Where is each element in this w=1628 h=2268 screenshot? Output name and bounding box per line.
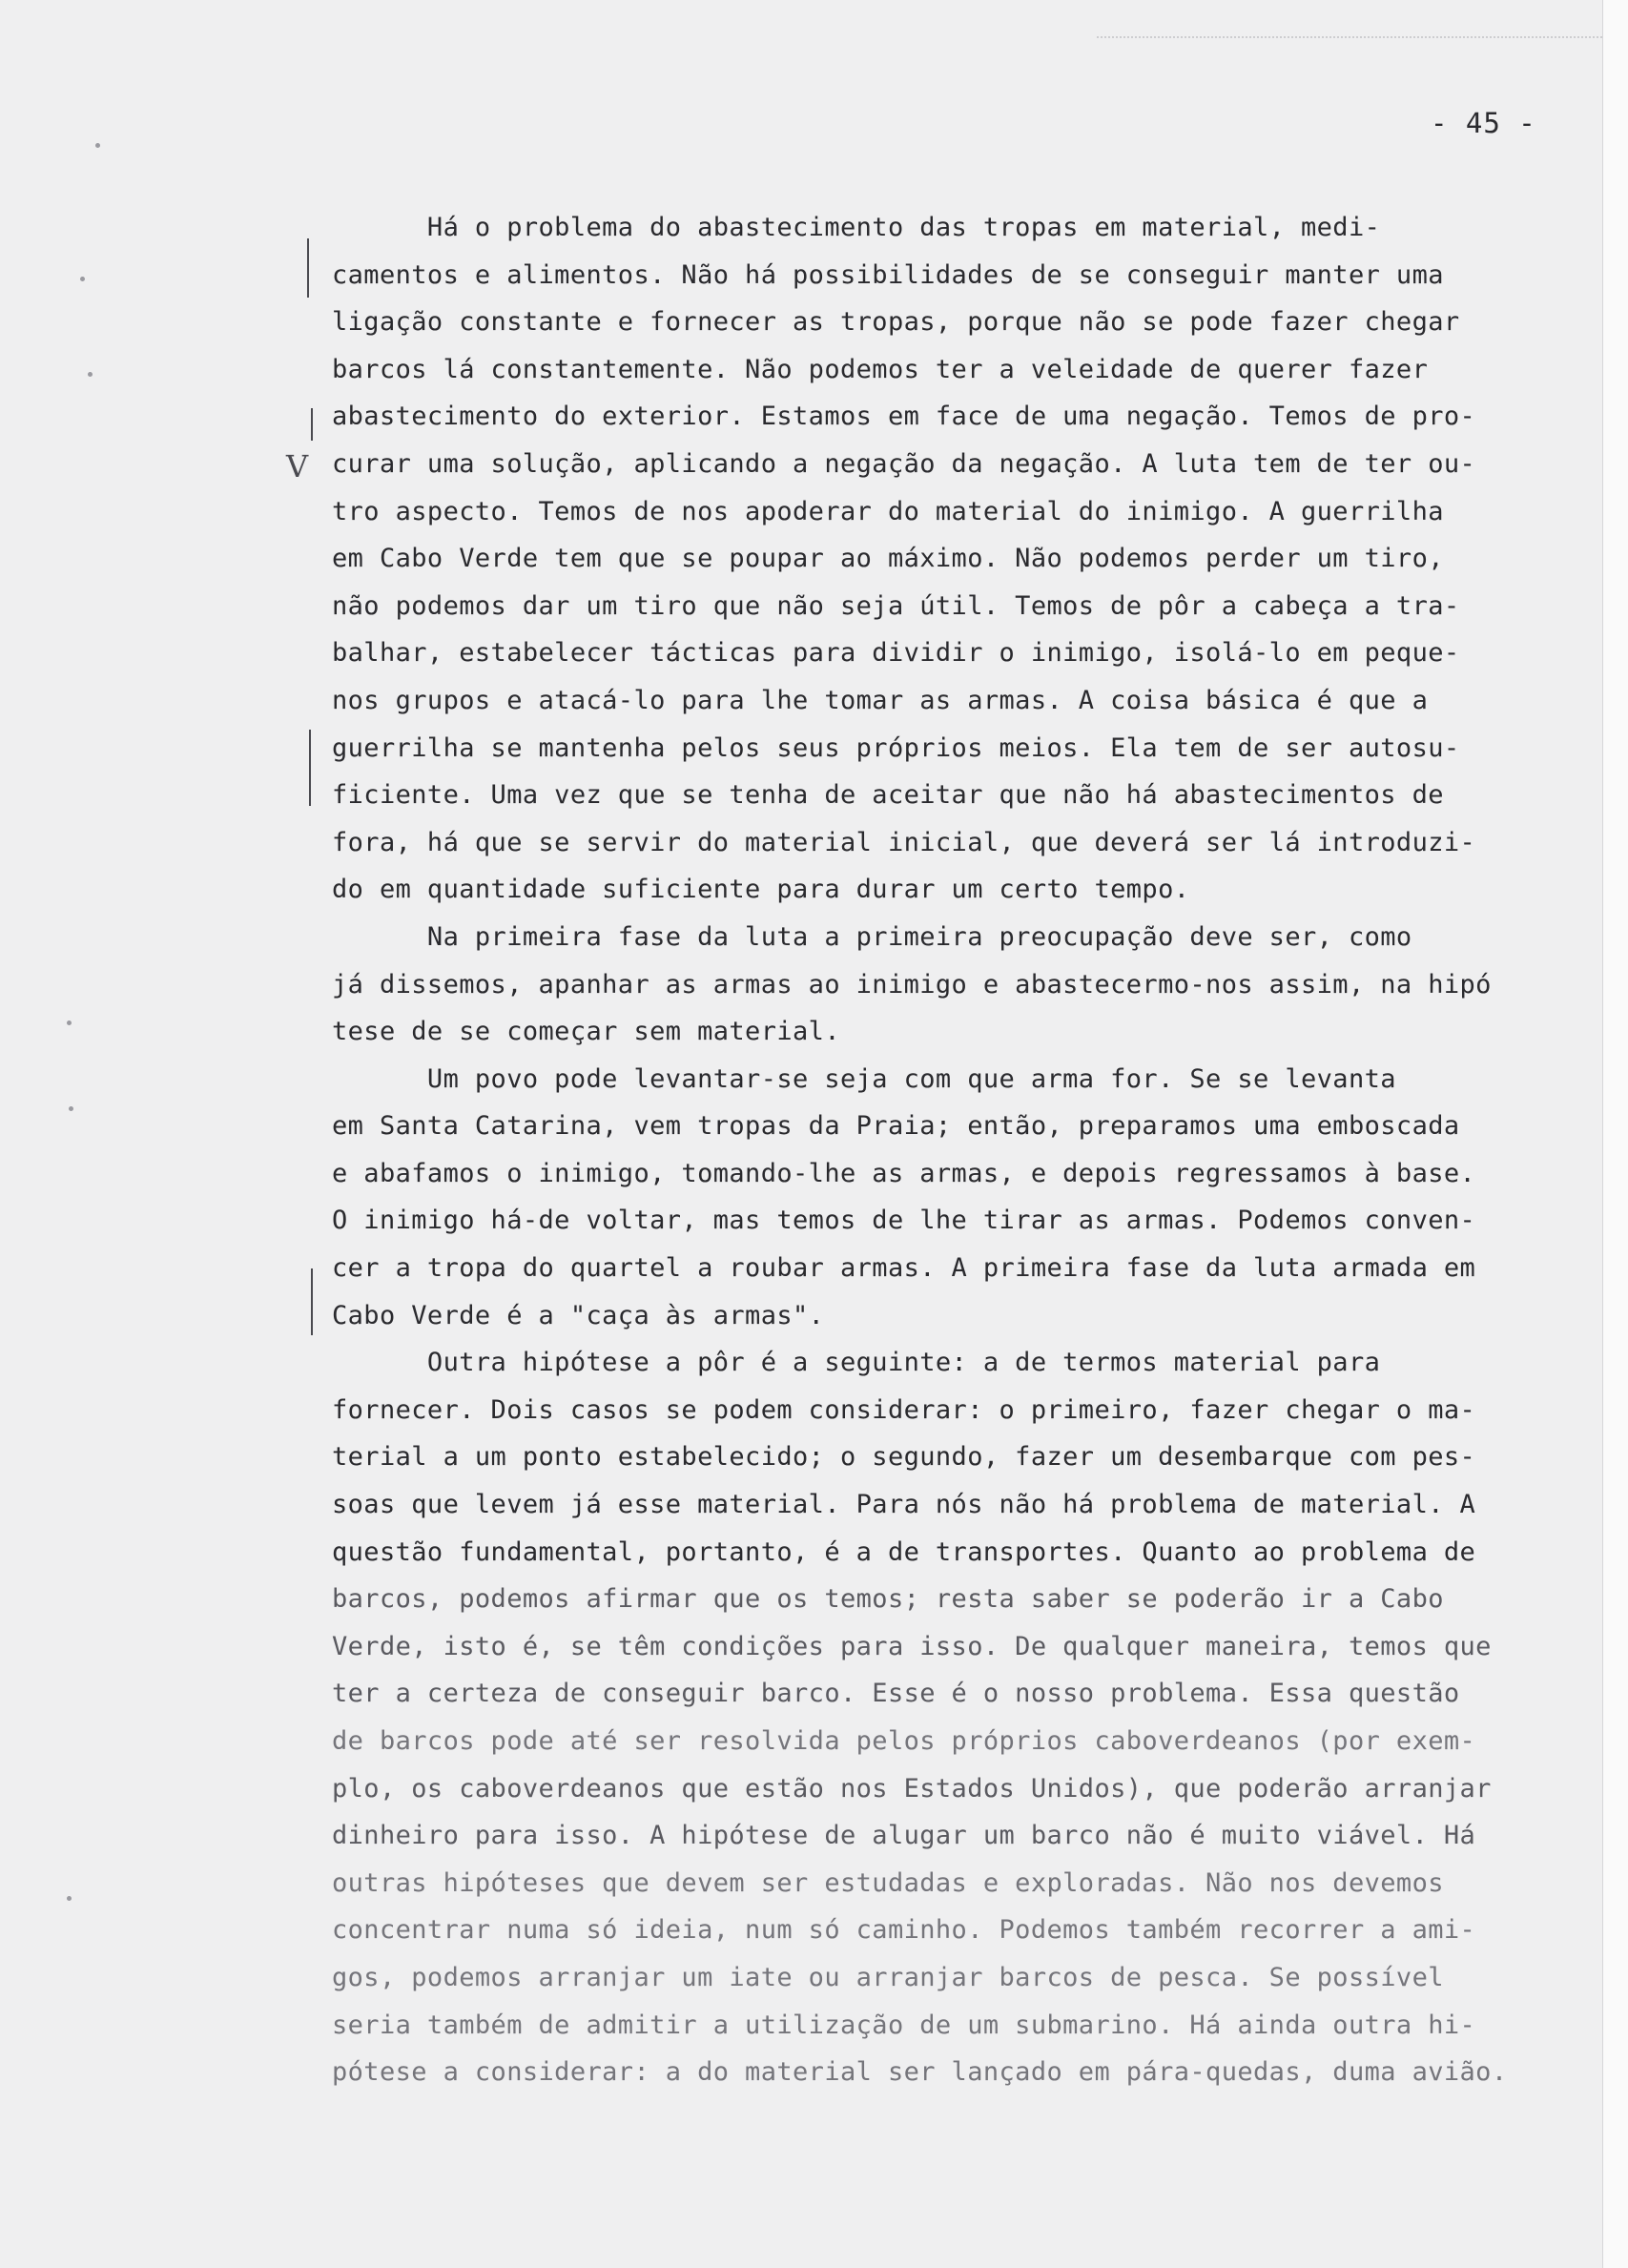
text-line: questão fundamental, portanto, é a de transportes. Quanto ao problema de — [332, 1536, 1476, 1567]
scan-dot — [80, 277, 85, 281]
text-line: fornecer. Dois casos se podem considerar: o primeiro, fazer chegar o ma- — [332, 1394, 1476, 1425]
text-line: e abafamos o inimigo, tomando-lhe as armas, e depois regressamos à base. — [332, 1158, 1476, 1188]
scan-dot — [69, 1106, 73, 1111]
text-line: soas que levem já esse material. Para nós não há problema de material. A — [332, 1490, 1476, 1520]
text-line: tese de se começar sem material. — [332, 1017, 840, 1047]
text-line: ligação constante e fornecer as tropas, porque não se pode fazer chegar — [332, 307, 1460, 338]
margin-mark — [309, 730, 311, 806]
paper-right-edge — [1602, 0, 1628, 2268]
page-number: - 45 - — [1431, 107, 1536, 139]
text-line: Verde, isto é, se têm condições para isso. De qualquer maneira, temos que — [332, 1631, 1492, 1661]
text-line: concentrar numa só ideia, num só caminho. Podemos também recorrer a ami- — [332, 1915, 1476, 1946]
body-text — [332, 204, 1591, 2096]
text-line: curar uma solução, aplicando a negação da negação. A luta tem de ter ou- — [332, 448, 1476, 479]
text-line: do em quantidade suficiente para durar um certo tempo. — [332, 875, 1190, 905]
text-line: ficiente. Uma vez que se tenha de aceitar que não há abastecimentos de — [332, 780, 1444, 811]
scan-dot — [67, 1896, 72, 1901]
text-line: Outra hipótese a pôr é a seguinte: a de termos material para — [332, 1348, 1381, 1378]
paragraph — [332, 1056, 1591, 1340]
margin-mark — [307, 238, 309, 298]
margin-mark — [311, 1268, 313, 1335]
margin-check-mark: V — [286, 448, 309, 485]
text-line: camentos e alimentos. Não há possibilidades de se conseguir manter uma — [332, 259, 1444, 290]
paragraph — [332, 914, 1591, 1056]
paragraph — [332, 1339, 1591, 2096]
text-line: não podemos dar um tiro que não seja útil. Temos de pôr a cabeça a tra- — [332, 590, 1460, 621]
paper-top-edge — [1097, 0, 1602, 38]
text-line: Um povo pode levantar-se seja com que arma for. Se se levanta — [332, 1063, 1396, 1094]
scan-dot — [67, 1021, 72, 1025]
scan-dot — [88, 372, 93, 377]
text-line: de barcos pode até ser resolvida pelos próprios caboverdeanos (por exem- — [332, 1726, 1476, 1756]
text-line: seria também de admitir a utilização de um submarino. Há ainda outra hi- — [332, 2010, 1476, 2040]
text-line: cer a tropa do quartel a roubar armas. A primeira fase da luta armada em — [332, 1253, 1476, 1284]
scan-dot — [95, 143, 100, 148]
text-line: barcos, podemos afirmar que os temos; resta saber se poderão ir a Cabo — [332, 1584, 1444, 1615]
text-line: em Santa Catarina, vem tropas da Praia; então, preparamos uma emboscada — [332, 1111, 1460, 1142]
text-line: barcos lá constantemente. Não podemos ter a veleidade de querer fazer — [332, 354, 1429, 384]
text-line: nos grupos e atacá-lo para lhe tomar as armas. A coisa básica é que a — [332, 685, 1429, 715]
text-line: pótese a considerar: a do material ser lançado em pára-quedas, duma avião. — [332, 2057, 1508, 2088]
text-line: plo, os caboverdeanos que estão nos Estados Unidos), que poderão arranjar — [332, 1773, 1492, 1804]
text-line: Cabo Verde é a "caça às armas". — [332, 1300, 825, 1330]
text-line: abastecimento do exterior. Estamos em face de uma negação. Temos de pro- — [332, 402, 1476, 432]
text-line: outras hipóteses que devem ser estudadas e exploradas. Não nos devemos — [332, 1867, 1444, 1898]
text-line: tro aspecto. Temos de nos apoderar do material do inimigo. A guerrilha — [332, 496, 1444, 526]
margin-mark — [311, 408, 313, 441]
text-line: Há o problema do abastecimento das tropas em material, medi- — [332, 213, 1381, 242]
text-line: gos, podemos arranjar um iate ou arranjar barcos de pesca. Se possível — [332, 1962, 1444, 1992]
text-line: ter a certeza de conseguir barco. Esse é o nosso problema. Essa questão — [332, 1679, 1460, 1709]
text-line: guerrilha se mantenha pelos seus próprios meios. Ela tem de ser autosu- — [332, 732, 1460, 763]
text-line: Na primeira fase da luta a primeira preocupação deve ser, como — [332, 921, 1412, 952]
text-line: O inimigo há-de voltar, mas temos de lhe tirar as armas. Podemos conven- — [332, 1206, 1476, 1236]
text-line: já dissemos, apanhar as armas ao inimigo e abastecermo-nos assim, na hipó — [332, 969, 1492, 1000]
text-line: terial a um ponto estabelecido; o segundo, fazer um desembarque com pes- — [332, 1442, 1476, 1473]
text-line: dinheiro para isso. A hipótese de alugar um barco não é muito viável. Há — [332, 1821, 1476, 1851]
text-line: fora, há que se servir do material inicial, que deverá ser lá introduzi- — [332, 827, 1476, 857]
text-line: em Cabo Verde tem que se poupar ao máximo. Não podemos perder um tiro, — [332, 544, 1444, 574]
text-line: balhar, estabelecer tácticas para dividir o inimigo, isolá-lo em peque- — [332, 638, 1460, 669]
paragraph — [332, 204, 1591, 914]
